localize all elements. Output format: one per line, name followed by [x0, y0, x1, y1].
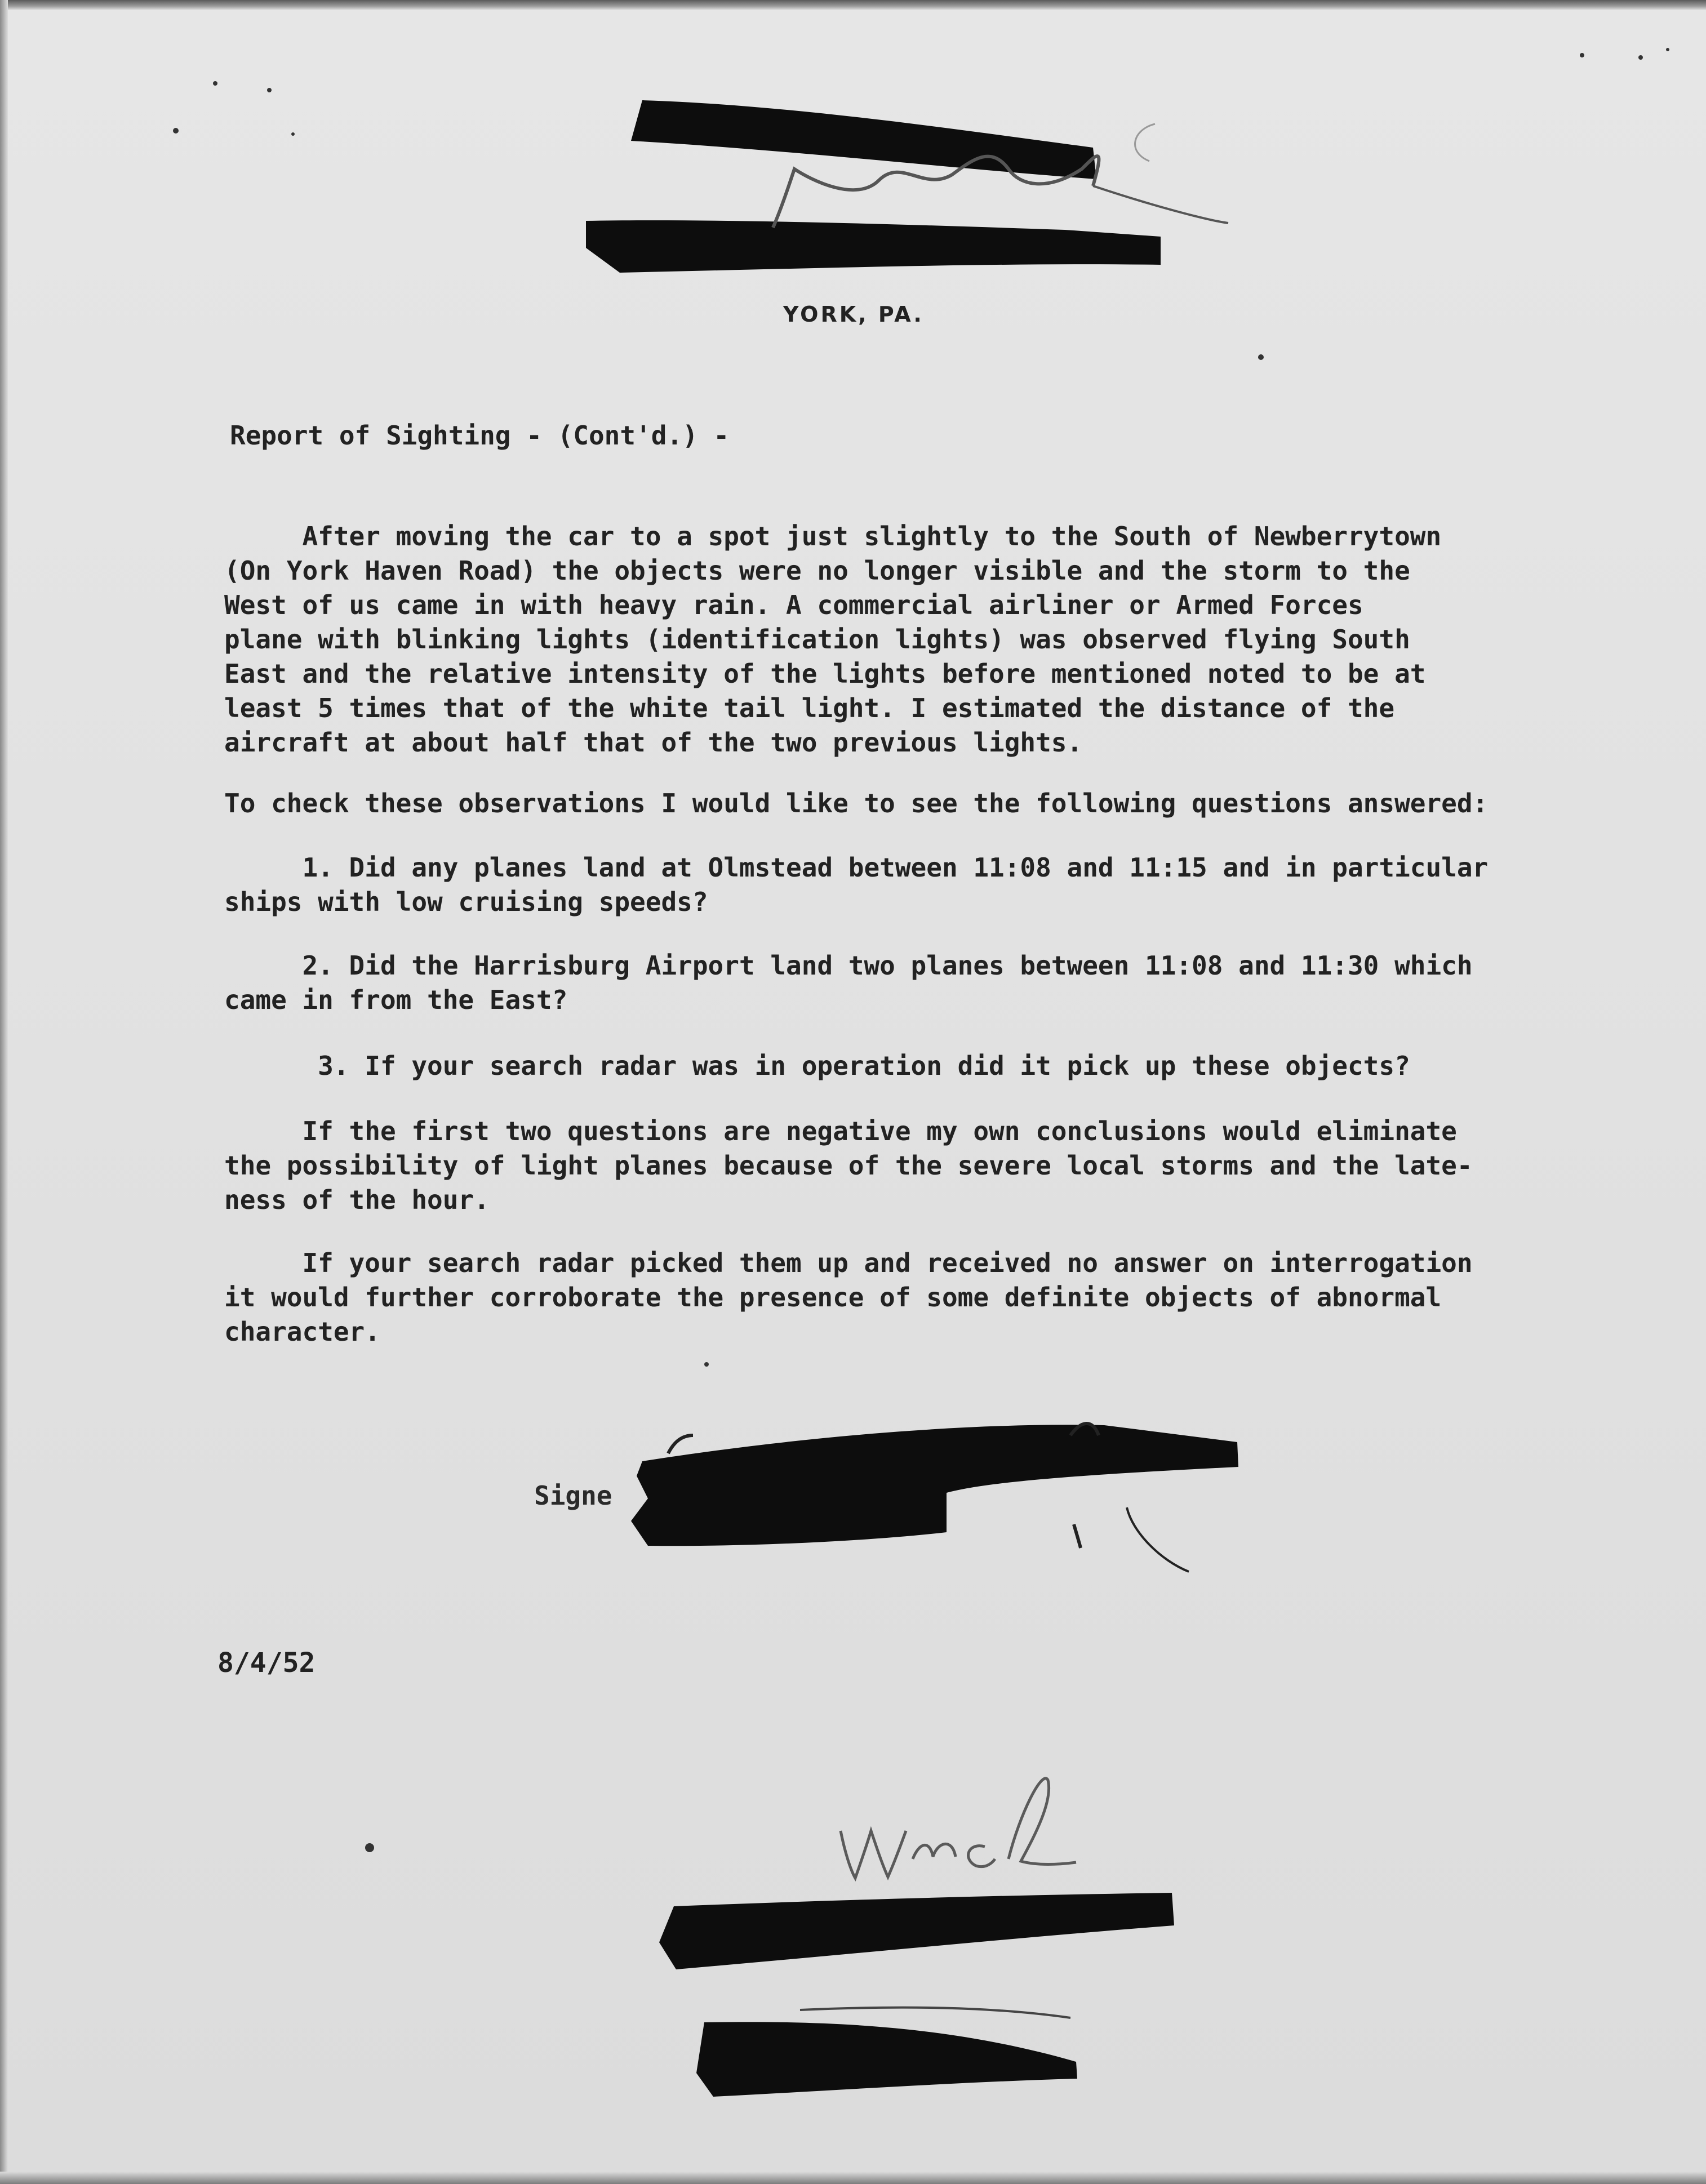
paragraph-line: ness of the hour. [224, 1185, 490, 1215]
paragraph-line: If the first two questions are negative my own conclusions would eliminate [224, 1116, 1457, 1146]
question-3: 3. If your search radar was in operation did it pick up these objects? [224, 1051, 1410, 1081]
paragraph-line: 1. Did any planes land at Olmstead between 11:08 and 11:15 and in particular [224, 852, 1489, 883]
paragraph-line: If your search radar picked them up and received no answer on interrogation [224, 1248, 1473, 1278]
document-date: 8/4/52 [217, 1647, 316, 1679]
paragraph-line: the possibility of light planes because of the severe local storms and the late- [224, 1150, 1473, 1181]
paragraph-line: least 5 times that of the white tail light. I estimated the distance of the [224, 693, 1395, 723]
paragraph-line: West of us came in with heavy rain. A commercial airliner or Armed Forces [224, 590, 1363, 620]
paragraph-questions-intro: To check these observations I would like to see the following questions answered: [224, 788, 1489, 819]
letterhead-location: YORK, PA. [783, 302, 924, 327]
paragraph-line: aircraft at about half that of the two previous lights. [224, 727, 1083, 758]
paragraph-line: 2. Did the Harrisburg Airport land two planes between 11:08 and 11:30 which [224, 950, 1473, 981]
paragraph-line: After moving the car to a spot just slightly to the South of Newberrytown [224, 521, 1442, 551]
paragraph-line: East and the relative intensity of the lights before mentioned noted to be at [224, 659, 1426, 689]
paragraph-line: came in from the East? [224, 985, 568, 1015]
paragraph-line: ships with low cruising speeds? [224, 887, 708, 917]
paragraph-line: character. [224, 1316, 380, 1347]
paragraph-line: it would further corroborate the presence of some definite objects of abnormal [224, 1282, 1442, 1313]
paragraph-line: plane with blinking lights (identification lights) was observed flying South [224, 624, 1410, 655]
signature-label: Signe [534, 1480, 612, 1511]
report-heading: Report of Sighting - (Cont'd.) - [230, 420, 730, 451]
paragraph-line: (On York Haven Road) the objects were no longer visible and the storm to the [224, 555, 1410, 586]
